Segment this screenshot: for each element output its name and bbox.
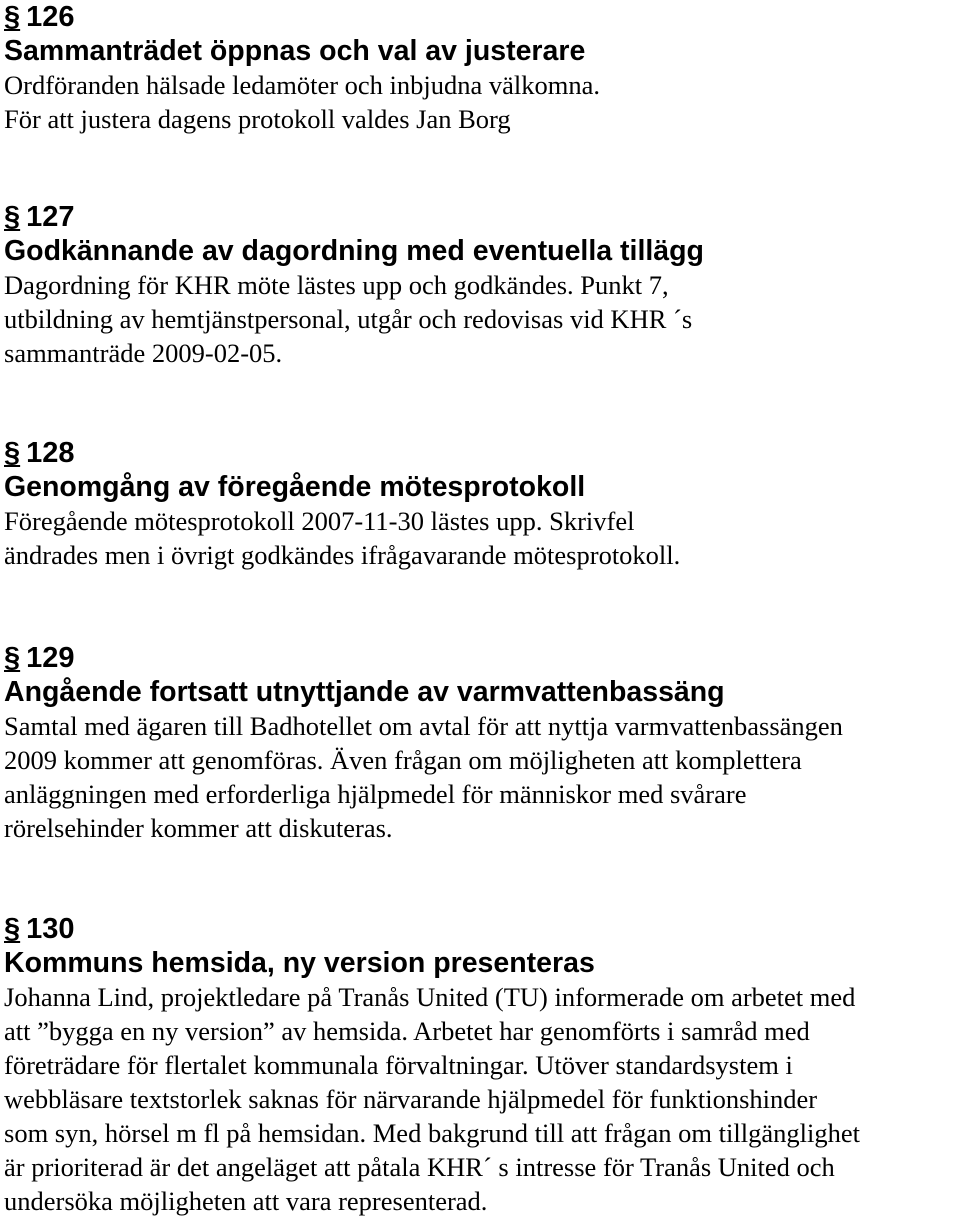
section-heading-number xyxy=(4,912,960,946)
section-body xyxy=(4,268,960,370)
section-number: 126 xyxy=(26,1,75,33)
paragraph-symbol: § xyxy=(4,437,21,469)
body-line: utbildning av hemtjänstpersonal, utgår och redovisas vid KHR ´s xyxy=(4,304,693,334)
section-body xyxy=(4,709,960,845)
body-line: Samtal med ägaren till Badhotellet om avtal för att nyttja varmvattenbassängen xyxy=(4,711,843,741)
body-line: att ”bygga en ny version” av hemsida. Arbetet har genomförts i samråd med xyxy=(4,1016,810,1046)
body-line: ändrades men i övrigt godkändes ifrågavarande mötesprotokoll. xyxy=(4,540,681,570)
section-title: Angående fortsatt utnyttjande av varmvattenbassäng xyxy=(4,676,725,708)
section-number: 127 xyxy=(26,201,75,233)
section-body xyxy=(4,68,960,136)
paragraph-symbol: § xyxy=(4,642,21,674)
section-number: 130 xyxy=(26,913,75,945)
body-line: rörelsehinder kommer att diskuteras. xyxy=(4,813,393,843)
body-line: företrädare för flertalet kommunala förvaltningar. Utöver standardsystem i xyxy=(4,1050,793,1080)
section-heading-number xyxy=(4,0,960,34)
body-line: som syn, hörsel m fl på hemsidan. Med bakgrund till att frågan om tillgänglighet xyxy=(4,1118,860,1148)
body-line: är prioriterad är det angeläget att påtala KHR´ s intresse för Tranås United och xyxy=(4,1152,835,1182)
section-title: Sammanträdet öppnas och val av justerare xyxy=(4,35,586,67)
section-body xyxy=(4,504,960,572)
body-line: För att justera dagens protokoll valdes Jan Borg xyxy=(4,104,511,134)
body-line: Föregående mötesprotokoll 2007-11-30 lästes upp. Skrivfel xyxy=(4,506,635,536)
section-heading-number xyxy=(4,200,960,234)
section-127 xyxy=(4,200,960,370)
section-title: Genomgång av föregående mötesprotokoll xyxy=(4,471,586,503)
paragraph-symbol: § xyxy=(4,913,21,945)
section-title: Kommuns hemsida, ny version presenteras xyxy=(4,947,595,979)
body-line: Dagordning för KHR möte lästes upp och godkändes. Punkt 7, xyxy=(4,270,669,300)
body-line: webbläsare textstorlek saknas för närvarande hjälpmedel för funktionshinder xyxy=(4,1084,818,1114)
paragraph-symbol: § xyxy=(4,1,21,33)
section-number: 128 xyxy=(26,437,75,469)
paragraph-symbol: § xyxy=(4,201,21,233)
body-line: Ordföranden hälsade ledamöter och inbjudna välkomna. xyxy=(4,70,601,100)
section-heading-number xyxy=(4,641,960,675)
section-128 xyxy=(4,436,960,572)
section-title: Godkännande av dagordning med eventuella tillägg xyxy=(4,235,704,267)
section-number: 129 xyxy=(26,642,75,674)
section-126 xyxy=(4,0,960,136)
section-130 xyxy=(4,912,960,1218)
body-line: 2009 kommer att genomföras. Även frågan om möjligheten att komplettera xyxy=(4,745,802,775)
body-line: anläggningen med erforderliga hjälpmedel för människor med svårare xyxy=(4,779,747,809)
section-body xyxy=(4,980,960,1218)
body-line: sammanträde 2009-02-05. xyxy=(4,338,283,368)
section-129 xyxy=(4,641,960,845)
body-line: undersöka möjligheten att vara representerad. xyxy=(4,1186,488,1216)
body-line: Johanna Lind, projektledare på Tranås United (TU) informerade om arbetet med xyxy=(4,982,856,1012)
section-heading-number xyxy=(4,436,960,470)
